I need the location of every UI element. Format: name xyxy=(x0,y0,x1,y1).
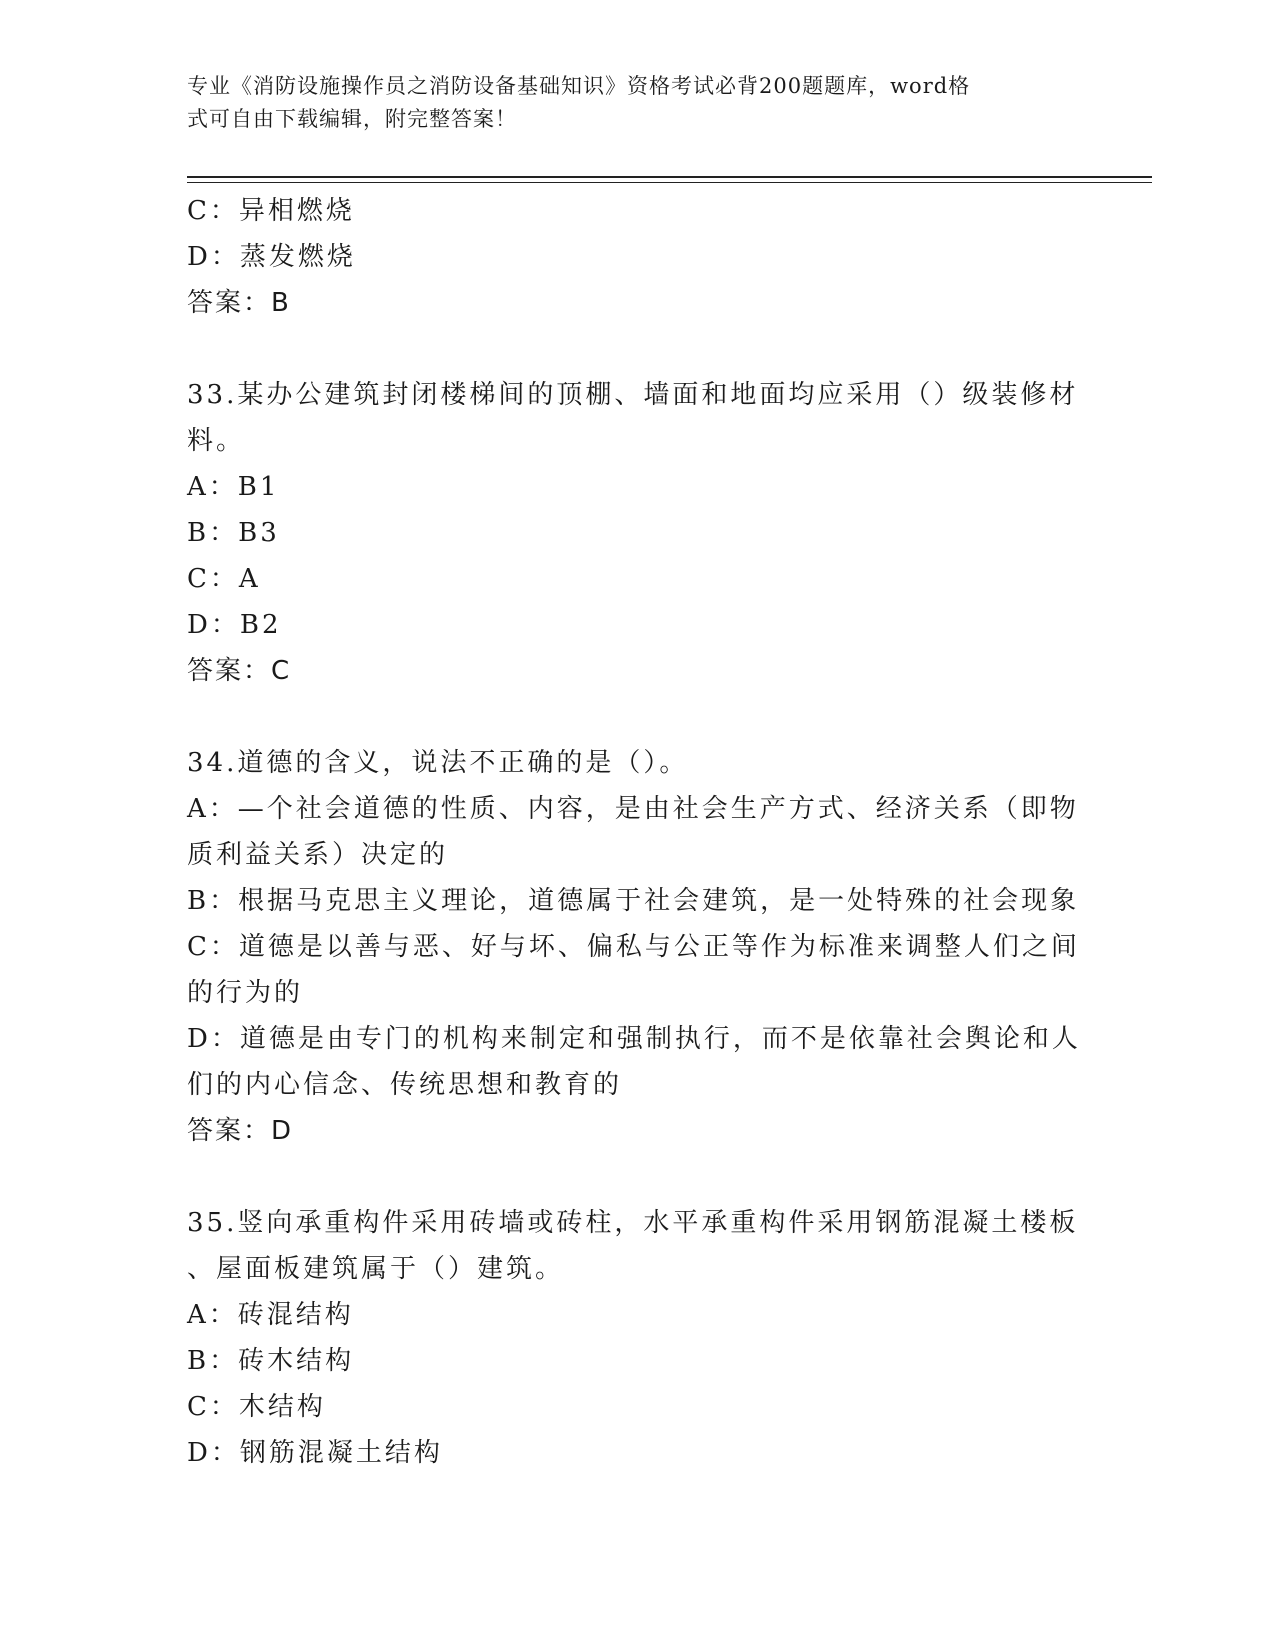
option-c: C：异相燃烧 xyxy=(187,196,355,226)
question-stem: 34.道德的含义，说法不正确的是（）。 xyxy=(187,748,689,778)
question-34 xyxy=(187,740,1087,1154)
option-b: B：砖木结构 xyxy=(187,1346,355,1376)
option-a: A：—个社会道德的性质、内容，是由社会生产方式、经济关系（即物 xyxy=(187,794,1079,824)
option-b: B：B3 xyxy=(187,518,280,548)
option-a-cont: 质利益关系）决定的 xyxy=(187,840,449,870)
question-stem-cont: 料。 xyxy=(187,426,246,456)
option-c: C：道德是以善与恶、好与坏、偏私与公正等作为标准来调整人们之间 xyxy=(187,932,1080,962)
option-c-cont: 的行为的 xyxy=(187,978,304,1008)
question-list xyxy=(187,188,1087,1476)
question-stem: 35.竖向承重构件采用砖墙或砖柱，水平承重构件采用钢筋混凝土楼板 xyxy=(187,1208,1079,1238)
prev-question xyxy=(187,188,1087,326)
option-d: D：道德是由专门的机构来制定和强制执行，而不是依靠社会舆论和人 xyxy=(187,1024,1081,1054)
option-a: A：砖混结构 xyxy=(187,1300,354,1330)
answer: 答案：D xyxy=(187,1116,294,1146)
option-c: C：A xyxy=(187,564,261,594)
option-d: D：蒸发燃烧 xyxy=(187,242,356,272)
header-divider-thin xyxy=(187,182,1152,183)
option-d: D：B2 xyxy=(187,610,282,640)
option-d-cont: 们的内心信念、传统思想和教育的 xyxy=(187,1070,623,1100)
question-stem-cont: 、屋面板建筑属于（）建筑。 xyxy=(187,1254,565,1284)
question-33 xyxy=(187,372,1087,694)
answer: 答案：C xyxy=(187,656,292,686)
header-line-2: 式可自由下载编辑，附完整答案！ xyxy=(187,107,517,131)
question-stem: 33.某办公建筑封闭楼梯间的顶棚、墙面和地面均应采用（）级装修材 xyxy=(187,380,1079,410)
document-header xyxy=(187,70,1067,136)
option-c: C：木结构 xyxy=(187,1392,326,1422)
option-b: B：根据马克思主义理论，道德属于社会建筑，是一处特殊的社会现象 xyxy=(187,886,1080,916)
question-35 xyxy=(187,1200,1087,1476)
option-d: D：钢筋混凝土结构 xyxy=(187,1438,443,1468)
header-divider-thick xyxy=(187,176,1152,178)
header-line-1: 专业《消防设施操作员之消防设备基础知识》资格考试必背200题题库，word格 xyxy=(187,74,971,98)
option-a: A：B1 xyxy=(187,472,280,502)
answer: 答案：B xyxy=(187,288,291,318)
